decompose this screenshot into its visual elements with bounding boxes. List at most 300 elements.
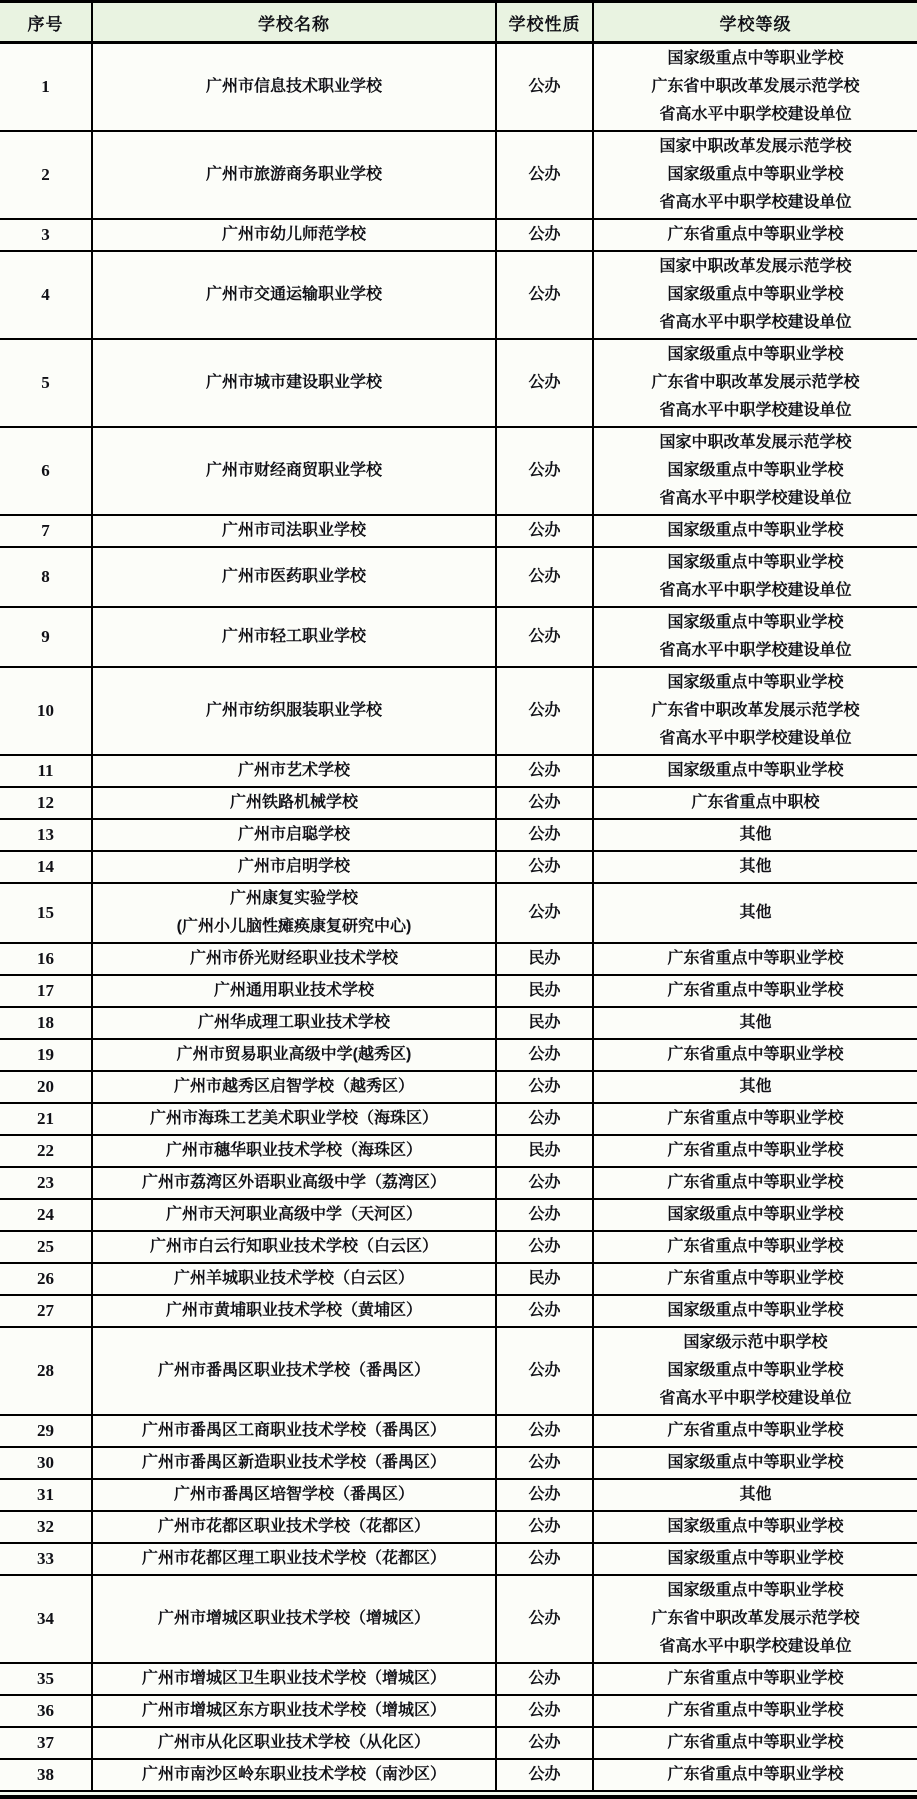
school-nature-cell [496,1511,593,1543]
table-row [0,1007,917,1039]
school-name-cell [92,427,496,515]
school-name-cell-line: 广州市医药职业学校 [221,568,366,585]
school-nature-cell-line: 公办 [528,1362,561,1379]
row-index-cell-line: 8 [41,567,50,586]
school-name-cell-line: 广州市启聪学校 [237,826,350,843]
table-row [0,1135,917,1167]
school-grade-cell [593,339,917,427]
school-nature-cell-line: 民办 [528,982,561,999]
school-name-cell [92,755,496,787]
school-nature-cell-line: 公办 [528,1734,561,1751]
school-name-cell [92,943,496,975]
school-name-cell-line: 广州市启明学校 [237,858,350,875]
school-grade-cell-line: 国家级重点中等职业学校 [667,286,844,303]
school-nature-cell-line: 公办 [528,826,561,843]
row-index-cell-line: 22 [37,1141,54,1160]
school-nature-cell [496,427,593,515]
school-nature-cell [496,787,593,819]
table-row [0,43,917,132]
school-grade-cell [593,1103,917,1135]
school-name-cell-line: (广州小儿脑性瘫痪康复研究中心) [176,918,412,935]
school-grade-cell-line: 广东省重点中等职业学校 [667,1110,844,1127]
school-grade-cell-line: 省高水平中职学校建设单位 [659,1638,852,1655]
school-grade-cell [593,547,917,607]
school-nature-cell-line: 公办 [528,794,561,811]
school-grade-cell-line: 省高水平中职学校建设单位 [659,490,852,507]
row-index-cell [0,1103,92,1135]
school-grade-cell-line: 广东省重点中等职业学校 [667,982,844,999]
school-grade-cell-line: 广东省重点中等职业学校 [667,1270,844,1287]
school-nature-cell [496,1415,593,1447]
school-name-cell-line: 广州市侨光财经职业技术学校 [189,950,398,967]
table-row [0,1167,917,1199]
school-grade-cell [593,1231,917,1263]
school-name-cell-line: 广州市幼儿师范学校 [221,226,366,243]
table-row [0,251,917,339]
school-grade-cell-line: 广东省重点中等职业学校 [667,1670,844,1687]
school-nature-cell-line: 公办 [528,568,561,585]
row-index-cell [0,1263,92,1295]
school-grade-cell-line: 国家级重点中等职业学校 [667,1454,844,1471]
school-nature-cell [496,1575,593,1663]
school-grade-cell [593,975,917,1007]
school-name-cell [92,1327,496,1415]
table-row [0,1447,917,1479]
school-name-cell-line: 广州市花都区职业技术学校（花都区） [157,1518,430,1535]
row-index-cell [0,1447,92,1479]
school-grade-cell-line: 广东省重点中等职业学校 [667,950,844,967]
school-grade-cell [593,667,917,755]
cropped-border-band [0,1795,917,1799]
header-col-nature: 学校性质 [496,2,593,43]
table-row [0,1071,917,1103]
school-grade-cell-line: 广东省重点中等职业学校 [667,1142,844,1159]
school-name-cell-line: 广州市越秀区启智学校（越秀区） [173,1078,414,1095]
school-nature-cell-line: 公办 [528,1670,561,1687]
school-name-cell [92,1295,496,1327]
row-index-cell-line: 18 [37,1013,54,1032]
school-name-cell [92,131,496,219]
school-name-cell-line: 广州市白云行知职业技术学校（白云区） [149,1238,438,1255]
school-name-cell-line: 广州市番禺区新造职业技术学校（番禺区） [141,1454,446,1471]
school-name-cell [92,1135,496,1167]
table-row [0,975,917,1007]
school-name-cell [92,1575,496,1663]
school-grade-cell [593,1295,917,1327]
school-grade-cell [593,1727,917,1759]
school-name-cell-line: 广州华成理工职业技术学校 [197,1014,390,1031]
row-index-cell-line: 23 [37,1173,54,1192]
table-row [0,1295,917,1327]
row-index-cell-line: 21 [37,1109,54,1128]
school-name-cell [92,975,496,1007]
school-grade-cell-line: 广东省重点中等职业学校 [667,1734,844,1751]
school-nature-cell-line: 公办 [528,522,561,539]
table-row [0,1543,917,1575]
school-grade-cell-line: 省高水平中职学校建设单位 [659,582,852,599]
school-name-cell-line: 广州市财经商贸职业学校 [205,462,382,479]
school-nature-cell-line: 公办 [528,226,561,243]
school-nature-cell-line: 民办 [528,1270,561,1287]
school-name-cell [92,607,496,667]
row-index-cell-line: 33 [37,1549,54,1568]
row-index-cell [0,1727,92,1759]
row-index-cell [0,1575,92,1663]
table-row [0,547,917,607]
school-nature-cell-line: 公办 [528,374,561,391]
row-index-cell [0,1199,92,1231]
row-index-cell [0,1663,92,1695]
row-index-cell [0,251,92,339]
school-grade-cell [593,131,917,219]
row-index-cell-line: 2 [41,165,50,184]
table-row [0,667,917,755]
row-index-cell [0,1511,92,1543]
school-name-cell-line: 广州市纺织服装职业学校 [205,702,382,719]
school-nature-cell-line: 民办 [528,950,561,967]
header-col-grade: 学校等级 [593,2,917,43]
table-row [0,1231,917,1263]
school-grade-cell-line: 国家级重点中等职业学校 [667,1206,844,1223]
school-grade-cell-line: 其他 [739,1486,772,1503]
school-nature-cell-line: 公办 [528,1486,561,1503]
school-grade-cell [593,1479,917,1511]
school-nature-cell [496,547,593,607]
school-nature-cell-line: 公办 [528,1766,561,1783]
school-name-cell-line: 广州铁路机械学校 [229,794,358,811]
school-name-cell-line: 广州市城市建设职业学校 [205,374,382,391]
school-grade-cell [593,1167,917,1199]
table-row [0,1039,917,1071]
school-name-cell [92,251,496,339]
table-row [0,1327,917,1415]
row-index-cell-line: 32 [37,1517,54,1536]
school-grade-cell [593,1575,917,1663]
row-index-cell [0,339,92,427]
school-grade-cell [593,1759,917,1791]
table-row [0,1103,917,1135]
school-grade-cell-line: 广东省重点中等职业学校 [667,1238,844,1255]
table-row [0,1575,917,1663]
school-name-cell-line: 广州通用职业技术学校 [213,982,374,999]
row-index-cell-line: 29 [37,1421,54,1440]
school-nature-cell [496,1663,593,1695]
row-index-cell-line: 30 [37,1453,54,1472]
school-grade-cell-line: 其他 [739,904,772,921]
school-grade-cell-line: 广东省重点中等职业学校 [667,1422,844,1439]
school-name-cell-line: 广州市黄埔职业技术学校（黄埔区） [165,1302,422,1319]
school-name-cell-line: 广州市番禺区工商职业技术学校（番禺区） [141,1422,446,1439]
row-index-cell [0,219,92,251]
row-index-cell-line: 27 [37,1301,54,1320]
school-name-cell [92,1071,496,1103]
school-name-cell-line: 广州市司法职业学校 [221,522,366,539]
school-nature-cell-line: 公办 [528,1110,561,1127]
school-nature-cell-line: 公办 [528,1454,561,1471]
school-name-cell-line: 广州市增城区卫生职业技术学校（增城区） [141,1670,446,1687]
table-row [0,1663,917,1695]
school-name-cell-line: 广州市增城区职业技术学校（增城区） [157,1610,430,1627]
table-row [0,515,917,547]
school-nature-cell [496,1727,593,1759]
school-grade-cell-line: 广东省重点中职校 [691,794,820,811]
row-index-cell-line: 13 [37,825,54,844]
school-grade-cell [593,1007,917,1039]
school-name-cell [92,43,496,132]
table-row [0,943,917,975]
school-nature-cell [496,1759,593,1791]
school-nature-cell-line: 公办 [528,628,561,645]
school-nature-cell [496,667,593,755]
school-name-cell-line: 广州市增城区东方职业技术学校（增城区） [141,1702,446,1719]
row-index-cell-line: 25 [37,1237,54,1256]
school-nature-cell-line: 民办 [528,1014,561,1031]
table-row [0,1759,917,1791]
school-grade-cell [593,1199,917,1231]
school-nature-cell [496,1103,593,1135]
table-row [0,1479,917,1511]
school-grade-cell [593,43,917,132]
header-col-name: 学校名称 [92,2,496,43]
table-row [0,1415,917,1447]
school-nature-cell [496,607,593,667]
school-name-cell [92,1199,496,1231]
table-row [0,787,917,819]
header-col-index: 序号 [0,2,92,43]
school-name-cell [92,1543,496,1575]
row-index-cell-line: 10 [37,701,54,720]
school-name-cell [92,339,496,427]
school-nature-cell-line: 公办 [528,702,561,719]
row-index-cell-line: 11 [37,761,54,780]
school-name-cell-line: 广州市海珠工艺美术职业学校（海珠区） [149,1110,438,1127]
school-grade-cell-line: 国家级重点中等职业学校 [667,462,844,479]
school-name-cell [92,819,496,851]
school-nature-cell-line: 公办 [528,78,561,95]
school-grade-cell [593,943,917,975]
school-nature-cell [496,819,593,851]
school-name-cell [92,1039,496,1071]
school-grade-cell [593,1663,917,1695]
school-grade-cell-line: 国家级重点中等职业学校 [667,346,844,363]
school-grade-cell [593,787,917,819]
row-index-cell-line: 9 [41,627,50,646]
school-grade-cell-line: 国家中职改革发展示范学校 [659,258,852,275]
row-index-cell [0,1231,92,1263]
row-index-cell-line: 20 [37,1077,54,1096]
table-row [0,1695,917,1727]
school-grade-cell [593,1327,917,1415]
table-row [0,1263,917,1295]
school-grade-cell-line: 广东省重点中等职业学校 [667,1766,844,1783]
row-index-cell-line: 37 [37,1733,54,1752]
table-row [0,1199,917,1231]
table-row [0,755,917,787]
row-index-cell-line: 14 [37,857,54,876]
row-index-cell [0,1759,92,1791]
row-index-cell [0,1479,92,1511]
school-grade-cell-line: 广东省重点中等职业学校 [667,1174,844,1191]
school-grade-cell [593,1415,917,1447]
school-nature-cell-line: 公办 [528,1206,561,1223]
row-index-cell-line: 12 [37,793,54,812]
school-name-cell-line: 广州市从化区职业技术学校（从化区） [157,1734,430,1751]
row-index-cell-line: 31 [37,1485,54,1504]
school-grade-cell [593,851,917,883]
school-nature-cell [496,1327,593,1415]
school-name-cell-line: 广州市穗华职业技术学校（海珠区） [165,1142,422,1159]
school-grade-cell [593,883,917,943]
school-grade-cell [593,1511,917,1543]
row-index-cell-line: 17 [37,981,54,1000]
school-nature-cell [496,515,593,547]
school-nature-cell [496,755,593,787]
row-index-cell-line: 34 [37,1609,54,1628]
school-nature-cell [496,1447,593,1479]
school-nature-cell-line: 公办 [528,462,561,479]
school-name-cell-line: 广州市天河职业高级中学（天河区） [165,1206,422,1223]
school-nature-cell-line: 公办 [528,1518,561,1535]
school-nature-cell [496,1167,593,1199]
school-name-cell [92,1759,496,1791]
school-grade-cell-line: 其他 [739,1014,772,1031]
row-index-cell [0,1543,92,1575]
row-index-cell [0,667,92,755]
row-index-cell-line: 26 [37,1269,54,1288]
school-name-cell [92,1727,496,1759]
school-grade-cell-line: 省高水平中职学校建设单位 [659,402,852,419]
school-grade-cell [593,427,917,515]
row-index-cell-line: 5 [41,373,50,392]
row-index-cell-line: 38 [37,1765,54,1784]
school-grade-cell-line: 国家级示范中职学校 [683,1334,828,1351]
row-index-cell [0,1007,92,1039]
row-index-cell [0,975,92,1007]
school-nature-cell-line: 民办 [528,1142,561,1159]
school-nature-cell-line: 公办 [528,1422,561,1439]
school-grade-cell [593,1039,917,1071]
school-nature-cell-line: 公办 [528,1238,561,1255]
table-row [0,883,917,943]
school-name-cell [92,1007,496,1039]
school-name-cell-line: 广州市艺术学校 [237,762,350,779]
school-nature-cell [496,1039,593,1071]
school-table-body [0,43,917,1792]
row-index-cell [0,755,92,787]
school-name-cell [92,787,496,819]
school-grade-cell [593,219,917,251]
school-nature-cell [496,943,593,975]
school-grade-cell-line: 国家级重点中等职业学校 [667,1362,844,1379]
school-nature-cell [496,1543,593,1575]
school-grade-cell [593,1543,917,1575]
school-name-cell [92,1663,496,1695]
row-index-cell-line: 35 [37,1669,54,1688]
table-row [0,427,917,515]
school-nature-cell-line: 公办 [528,166,561,183]
school-grade-cell-line: 省高水平中职学校建设单位 [659,314,852,331]
school-grade-cell [593,819,917,851]
school-name-cell [92,1103,496,1135]
row-index-cell-line: 16 [37,949,54,968]
row-index-cell-line: 7 [41,521,50,540]
school-name-cell [92,547,496,607]
school-name-cell-line: 广州市旅游商务职业学校 [205,166,382,183]
school-nature-cell [496,1199,593,1231]
table-row [0,339,917,427]
school-grade-cell [593,251,917,339]
table-row [0,819,917,851]
table-row [0,607,917,667]
school-nature-cell-line: 公办 [528,1702,561,1719]
school-grade-cell-line: 广东省中职改革发展示范学校 [651,374,860,391]
school-name-cell [92,219,496,251]
school-grade-cell-line: 国家级重点中等职业学校 [667,614,844,631]
school-name-cell [92,667,496,755]
row-index-cell [0,43,92,132]
school-name-cell [92,1167,496,1199]
school-grade-cell [593,1071,917,1103]
school-grade-cell-line: 国家级重点中等职业学校 [667,1302,844,1319]
school-nature-cell-line: 公办 [528,904,561,921]
school-grade-cell-line: 省高水平中职学校建设单位 [659,730,852,747]
school-nature-cell [496,1263,593,1295]
school-grade-cell [593,607,917,667]
row-index-cell [0,547,92,607]
school-grade-cell-line: 省高水平中职学校建设单位 [659,1390,852,1407]
row-index-cell [0,1071,92,1103]
school-grade-cell-line: 广东省中职改革发展示范学校 [651,78,860,95]
table-row [0,1511,917,1543]
school-grade-cell-line: 国家级重点中等职业学校 [667,1518,844,1535]
school-nature-cell [496,1007,593,1039]
row-index-cell-line: 4 [41,285,50,304]
row-index-cell [0,883,92,943]
school-name-cell [92,1695,496,1727]
row-index-cell [0,943,92,975]
school-name-cell-line: 广州市贸易职业高级中学(越秀区) [176,1046,412,1063]
school-nature-cell [496,1135,593,1167]
row-index-cell [0,1167,92,1199]
school-grade-cell-line: 广东省重点中等职业学校 [667,226,844,243]
row-index-cell [0,515,92,547]
row-index-cell [0,131,92,219]
school-nature-cell-line: 公办 [528,1046,561,1063]
table-header [0,2,917,43]
school-grade-cell-line: 省高水平中职学校建设单位 [659,194,852,211]
row-index-cell [0,851,92,883]
school-grade-cell [593,1263,917,1295]
school-nature-cell-line: 公办 [528,1302,561,1319]
school-nature-cell [496,43,593,132]
school-name-cell-line: 广州市南沙区岭东职业技术学校（南沙区） [141,1766,446,1783]
school-name-cell [92,1415,496,1447]
school-grade-cell-line: 国家中职改革发展示范学校 [659,434,852,451]
school-nature-cell-line: 公办 [528,858,561,875]
school-grade-cell [593,515,917,547]
school-grade-cell-line: 广东省重点中等职业学校 [667,1702,844,1719]
school-nature-cell [496,1231,593,1263]
row-index-cell [0,1039,92,1071]
school-nature-cell [496,339,593,427]
school-name-cell-line: 广州市信息技术职业学校 [205,78,382,95]
school-nature-cell-line: 公办 [528,1174,561,1191]
school-name-cell-line: 广州市交通运输职业学校 [205,286,382,303]
school-name-cell [92,1479,496,1511]
school-grade-cell [593,1135,917,1167]
school-grade-cell-line: 其他 [739,826,772,843]
school-grade-cell-line: 省高水平中职学校建设单位 [659,106,852,123]
